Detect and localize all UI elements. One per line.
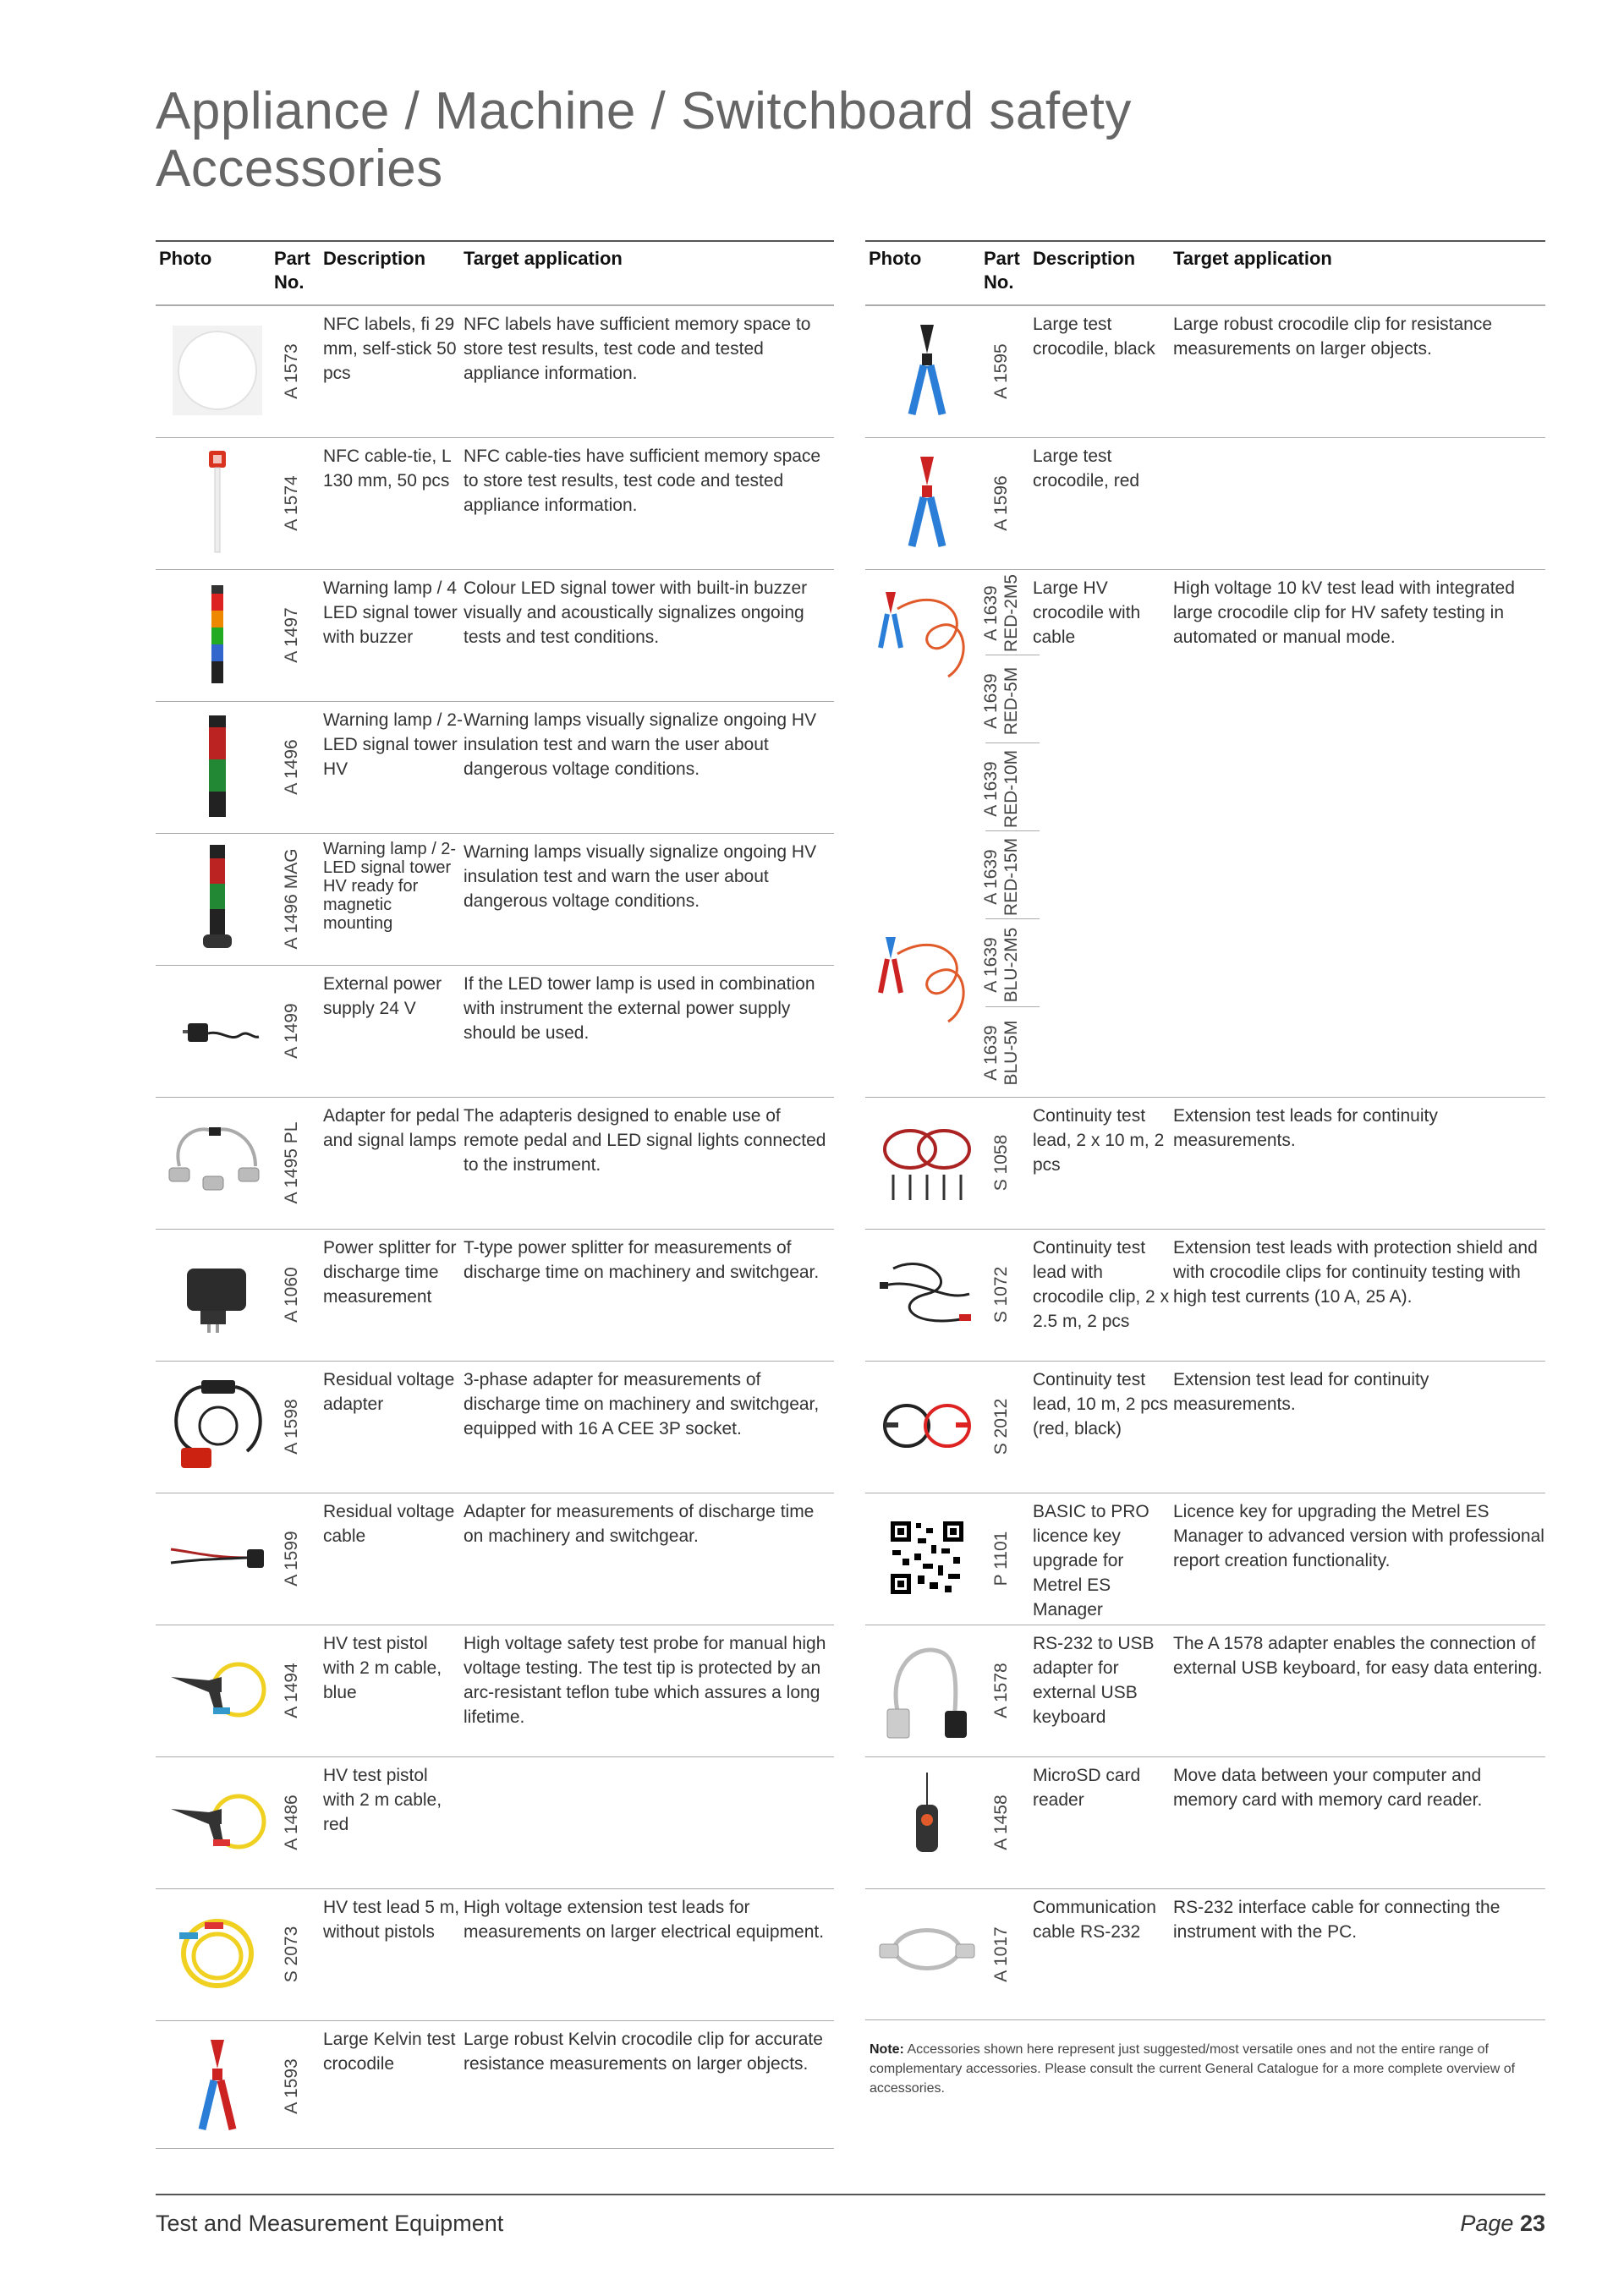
note-label: Note: xyxy=(870,2042,904,2057)
table-row xyxy=(865,569,1545,1097)
target-application: If the LED tower lamp is used in combination with instrument the external power supply should be used. xyxy=(464,974,815,1043)
row-divider xyxy=(156,1229,834,1230)
note xyxy=(870,2040,1529,2098)
row-divider xyxy=(156,1361,834,1362)
product-photo-red xyxy=(870,579,984,689)
part-number xyxy=(276,2030,308,2142)
part-number xyxy=(985,1899,1018,2010)
part-number-text: A 1598 xyxy=(282,1399,301,1455)
page-number: Page 23 xyxy=(1460,2211,1545,2236)
target-application: Warning lamps visually signalize ongoing HV insulation test and warn the user about dangerous voltage conditions. xyxy=(464,842,817,911)
part-number xyxy=(276,1899,308,2010)
target-application: Large robust crocodile clip for resistance measurements on larger objects. xyxy=(1173,315,1493,359)
target-application: Colour LED signal tower with built-in buzzer visually and acoustically signalizes ongoing tests and test conditions. xyxy=(464,578,808,647)
part-number-text: A 1639 RED-10M xyxy=(981,749,1021,829)
part-number-text: A 1599 xyxy=(282,1531,301,1586)
row-divider xyxy=(865,305,1545,306)
footer xyxy=(156,2194,1545,2246)
part-number-text: A 1495 PL xyxy=(282,1121,301,1204)
part-number xyxy=(985,1635,1018,1746)
row-divider xyxy=(156,701,834,702)
product-description: External power supply 24 V xyxy=(323,974,442,1018)
part-number xyxy=(985,1767,1018,1878)
product-description: NFC cable-tie, L 130 mm, 50 pcs xyxy=(323,447,451,490)
part-number-text: A 1497 xyxy=(282,607,301,663)
product-description: Warning lamp / 2-LED signal tower HV ready for magnetic mounting xyxy=(323,840,457,933)
part-number-text: A 1458 xyxy=(991,1795,1011,1850)
part-number xyxy=(276,1371,308,1482)
table-row xyxy=(865,1361,1545,1493)
header-target: Target application xyxy=(1173,248,1332,269)
part-number-text: A 1639 RED-2M5 xyxy=(981,573,1021,653)
row-divider xyxy=(865,569,1545,570)
product-description: Large test crocodile, black xyxy=(1033,315,1155,359)
row-divider xyxy=(865,1888,1545,1889)
right-accessories-table xyxy=(865,240,1545,2020)
product-photo xyxy=(870,447,984,557)
part-number xyxy=(981,659,1021,743)
product-description: NFC labels, fi 29 mm, self-stick 50 pcs xyxy=(323,315,457,383)
product-description: Warning lamp / 4 LED signal tower with buzzer xyxy=(323,578,458,647)
part-number-text: A 1639 BLU-2M5 xyxy=(981,927,1021,1003)
part-number xyxy=(276,579,308,691)
target-application: NFC cable-ties have sufficient memory space to store test results, test code and tested appliance information. xyxy=(464,447,821,515)
table-row xyxy=(865,1229,1545,1361)
part-number-text: P 1101 xyxy=(991,1531,1011,1586)
row-divider xyxy=(156,965,834,966)
target-application: Warning lamps visually signalize ongoing HV insulation test and warn the user about dangerous voltage conditions. xyxy=(464,710,817,779)
header-target: Target application xyxy=(464,248,623,269)
product-photo xyxy=(870,1371,984,1481)
part-number-text: A 1596 xyxy=(991,475,1011,531)
product-photo xyxy=(161,315,274,425)
product-description: MicroSD card reader xyxy=(1033,1766,1141,1810)
part-number xyxy=(985,1107,1018,1219)
part-number-text: A 1017 xyxy=(991,1926,1011,1982)
part-number-text: A 1499 xyxy=(282,1003,301,1059)
part-number xyxy=(981,923,1021,1007)
header-description: Description xyxy=(323,248,426,269)
product-photo xyxy=(161,843,274,953)
part-number xyxy=(985,315,1018,427)
header-photo: Photo xyxy=(869,248,922,269)
header-description: Description xyxy=(1033,248,1136,269)
part-number xyxy=(981,1011,1021,1095)
part-number-text: A 1494 xyxy=(282,1663,301,1718)
table-row xyxy=(156,1625,834,1756)
target-application: Large robust Kelvin crocodile clip for accurate resistance measurements on larger objects. xyxy=(464,2030,823,2074)
part-number xyxy=(276,711,308,823)
part-number-text: S 2012 xyxy=(991,1398,1011,1455)
product-photo xyxy=(161,1503,274,1613)
part-number-text: A 1595 xyxy=(991,343,1011,399)
part-number-text: A 1486 xyxy=(282,1795,301,1850)
part-number-text: A 1639 RED-15M xyxy=(981,837,1021,917)
footer-title: Test and Measurement Equipment xyxy=(156,2211,504,2236)
target-application: 3-phase adapter for measurements of discharge time on machinery and switchgear, equipped with 16 A CEE 3P socket. xyxy=(464,1370,820,1438)
product-description: Communication cable RS-232 xyxy=(1033,1898,1156,1942)
table-row xyxy=(156,2020,834,2152)
table-row xyxy=(156,1756,834,1888)
product-description: Large Kelvin test crocodile xyxy=(323,2030,456,2074)
product-description: HV test pistol with 2 m cable, red xyxy=(323,1766,442,1834)
part-number-text: S 1058 xyxy=(991,1134,1011,1192)
part-number xyxy=(981,835,1021,919)
product-photo xyxy=(161,1899,274,2008)
product-photo xyxy=(161,1239,274,1349)
target-application: Extension test leads for continuity measurements. xyxy=(1173,1106,1438,1150)
target-application: Move data between your computer and memory card with memory card reader. xyxy=(1173,1766,1483,1810)
row-divider xyxy=(156,1756,834,1757)
part-number-text: A 1496 MAG xyxy=(282,848,301,950)
left-accessories-table xyxy=(156,240,834,2152)
product-photo xyxy=(870,1503,984,1613)
part-number-text: A 1496 xyxy=(282,739,301,795)
target-application: High voltage 10 kV test lead with integrated large crocodile clip for HV safety testing in automated or manual mode. xyxy=(1173,578,1515,647)
part-number-text: A 1060 xyxy=(282,1267,301,1323)
table-row xyxy=(865,437,1545,569)
product-photo xyxy=(161,975,274,1085)
target-application: Extension test leads with protection shield and with crocodile clips for continuity testing with high test currents (10 A, 25 A). xyxy=(1173,1238,1538,1307)
product-description: Continuity test lead, 2 x 10 m, 2 pcs xyxy=(1033,1106,1165,1175)
part-number xyxy=(981,571,1021,655)
part-number xyxy=(276,1635,308,1746)
table-row xyxy=(865,305,1545,437)
product-photo-blue xyxy=(870,924,984,1034)
product-photo xyxy=(870,315,984,425)
row-divider xyxy=(865,1756,1545,1757)
row-divider xyxy=(156,833,834,834)
table-row xyxy=(156,305,834,437)
part-number xyxy=(276,975,308,1087)
part-number-text: A 1574 xyxy=(282,475,301,531)
header-part: Part No. xyxy=(274,248,310,293)
product-photo xyxy=(870,1635,984,1745)
title-line-1: Appliance / Machine / Switchboard safety xyxy=(156,82,1132,140)
header-photo: Photo xyxy=(159,248,212,269)
table-row xyxy=(865,1493,1545,1625)
product-photo xyxy=(161,1371,274,1481)
table-header xyxy=(865,240,1545,305)
table-row xyxy=(156,1493,834,1625)
part-number xyxy=(276,1503,308,1614)
table-row xyxy=(156,1361,834,1493)
target-application: Licence key for upgrading the Metrel ES Manager to advanced version with professional report creation functionality. xyxy=(1173,1502,1544,1570)
product-description: RS-232 to USB adapter for external USB keyboard xyxy=(1033,1634,1155,1727)
product-description: Residual voltage cable xyxy=(323,1502,455,1546)
part-number-text: A 1639 RED-5M xyxy=(981,666,1021,736)
target-application: The A 1578 adapter enables the connection of external USB keyboard, for easy data entering. xyxy=(1173,1634,1543,1678)
part-number xyxy=(276,1107,308,1219)
row-divider xyxy=(865,1097,1545,1098)
sub-divider xyxy=(985,830,1040,831)
row-divider xyxy=(156,1097,834,1098)
part-number xyxy=(985,1503,1018,1614)
product-photo xyxy=(161,579,274,689)
table-row xyxy=(865,1756,1545,1888)
part-number xyxy=(985,1239,1018,1351)
product-description: Adapter for pedal and signal lamps xyxy=(323,1106,460,1150)
row-divider xyxy=(156,305,834,306)
product-photo xyxy=(870,1899,984,2008)
product-photo xyxy=(161,711,274,821)
product-description: Continuity test lead, 10 m, 2 pcs (red, black) xyxy=(1033,1370,1168,1438)
target-application: Extension test lead for continuity measurements. xyxy=(1173,1370,1429,1414)
row-divider xyxy=(865,437,1545,438)
part-number xyxy=(276,1239,308,1351)
part-number-text: A 1593 xyxy=(282,2058,301,2114)
product-photo xyxy=(161,1107,274,1217)
table-row xyxy=(865,1097,1545,1229)
product-description: HV test pistol with 2 m cable, blue xyxy=(323,1634,442,1702)
target-application: NFC labels have sufficient memory space to store test results, test code and tested appliance information. xyxy=(464,315,811,383)
table-row xyxy=(156,701,834,833)
product-photo xyxy=(161,1767,274,1877)
part-number-text: A 1578 xyxy=(991,1663,1011,1718)
sub-divider xyxy=(985,1006,1040,1007)
table-row xyxy=(156,569,834,701)
product-photo xyxy=(161,2030,274,2140)
part-number xyxy=(985,447,1018,559)
target-application: Adapter for measurements of discharge time on machinery and switchgear. xyxy=(464,1502,815,1546)
product-photo xyxy=(870,1107,984,1217)
product-description: Continuity test lead with crocodile clip, 2 x 2.5 m, 2 pcs xyxy=(1033,1238,1170,1331)
table-row xyxy=(156,965,834,1097)
table-row xyxy=(156,437,834,569)
row-divider xyxy=(865,1229,1545,1230)
product-description: Residual voltage adapter xyxy=(323,1370,455,1414)
row-divider xyxy=(156,437,834,438)
part-number xyxy=(276,843,308,955)
page-title xyxy=(156,83,1132,198)
table-row xyxy=(156,1097,834,1229)
part-number xyxy=(276,315,308,427)
product-description: Warning lamp / 2-LED signal tower HV xyxy=(323,710,463,779)
row-divider xyxy=(156,1888,834,1889)
table-row xyxy=(865,1888,1545,2020)
target-application: RS-232 interface cable for connecting the instrument with the PC. xyxy=(1173,1898,1501,1942)
table-row xyxy=(156,833,834,965)
table-row xyxy=(156,1888,834,2020)
part-number-text: A 1573 xyxy=(282,343,301,399)
title-line-2: Accessories xyxy=(156,140,443,198)
row-divider xyxy=(865,1361,1545,1362)
table-row xyxy=(156,1229,834,1361)
right-table-bottom-rule xyxy=(865,2019,1545,2020)
part-number-text: A 1639 BLU-5M xyxy=(981,1020,1021,1086)
target-application: The adapteris designed to enable use of remote pedal and LED signal lights connected to the instrument. xyxy=(464,1106,826,1175)
row-divider xyxy=(156,569,834,570)
product-description: HV test lead 5 m, without pistols xyxy=(323,1898,460,1942)
target-application: High voltage safety test probe for manual high voltage testing. The test tip is protected by an arc-resistant teflon tube which assures a long lifetime. xyxy=(464,1634,826,1727)
product-photo xyxy=(161,447,274,557)
product-description: Large test crocodile, red xyxy=(1033,447,1140,490)
left-table-bottom-rule xyxy=(156,2148,834,2149)
row-divider xyxy=(156,2020,834,2021)
part-number-text: S 1072 xyxy=(991,1266,1011,1323)
table-header xyxy=(156,240,834,305)
product-description: BASIC to PRO licence key upgrade for Metrel ES Manager xyxy=(1033,1502,1149,1619)
part-number xyxy=(981,747,1021,831)
part-number xyxy=(985,1371,1018,1482)
product-photo xyxy=(161,1635,274,1745)
target-application: High voltage extension test leads for measurements on larger electrical equipment. xyxy=(464,1898,825,1942)
header-part: Part No. xyxy=(984,248,1020,293)
target-application: T-type power splitter for measurements of discharge time on machinery and switchgear. xyxy=(464,1238,820,1282)
product-photo xyxy=(870,1239,984,1349)
table-row xyxy=(865,1625,1545,1756)
product-description: Power splitter for discharge time measurement xyxy=(323,1238,457,1307)
part-number-text: S 2073 xyxy=(282,1926,301,1983)
part-number xyxy=(276,1767,308,1878)
product-description: Large HV crocodile with cable xyxy=(1033,578,1141,647)
part-number xyxy=(276,447,308,559)
product-photo xyxy=(870,1767,984,1877)
note-text: Accessories shown here represent just suggested/most versatile ones and not the entire range of complementary accessories. Please consult the current General Catalogue for a more complete overview of accessories. xyxy=(870,2042,1516,2096)
sub-divider xyxy=(985,918,1040,919)
